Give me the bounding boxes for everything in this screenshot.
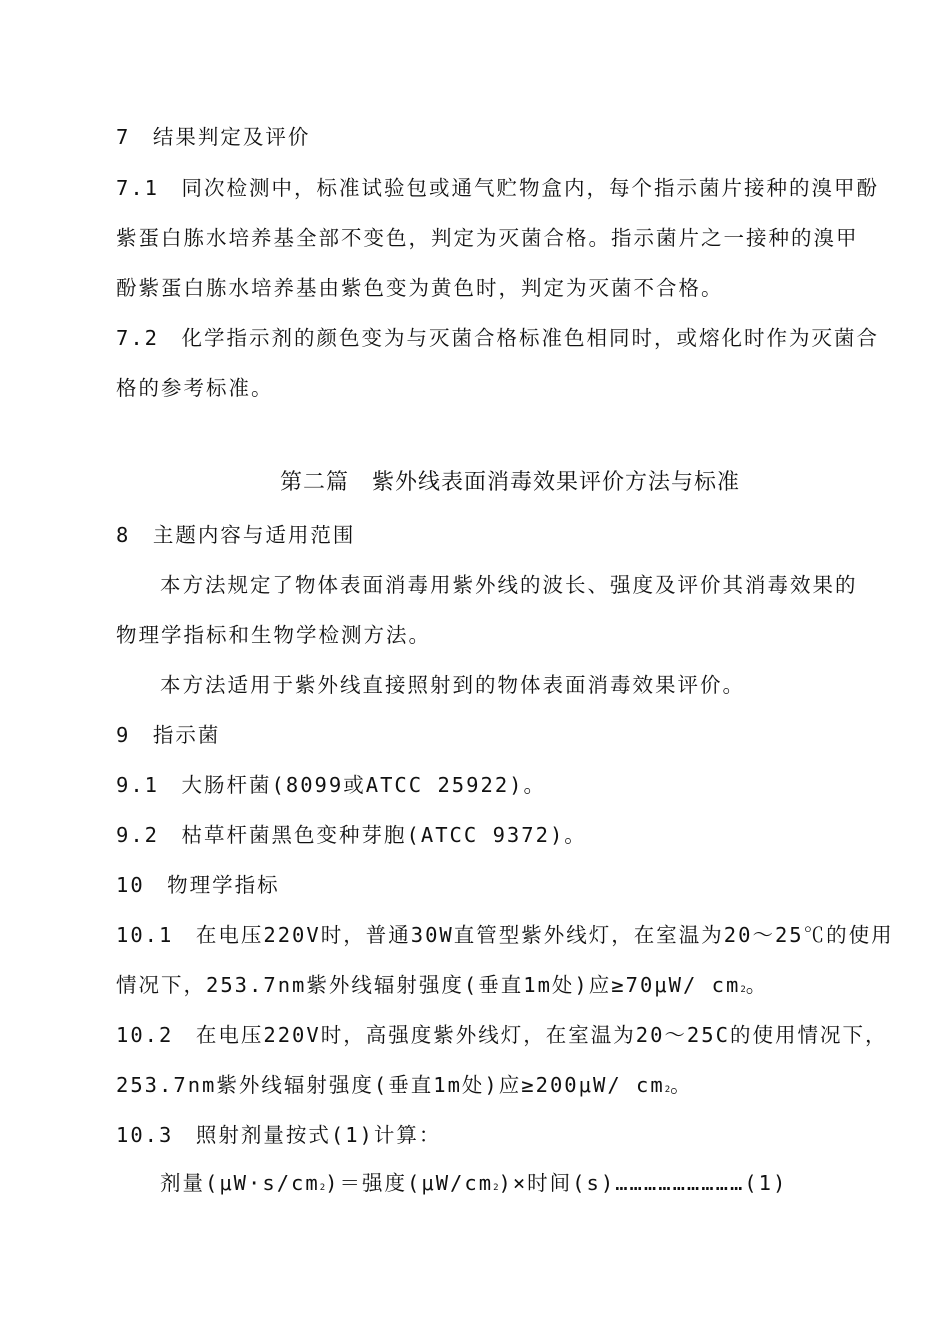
paragraph-7-1-line-2: 紫蛋白胨水培养基全部不变色，判定为灭菌合格。指示菌片之一接种的溴甲 bbox=[116, 226, 859, 250]
section-9-heading: 9 指示菌 bbox=[116, 723, 221, 747]
part-2-title: 第二篇 紫外线表面消毒效果评价方法与标准 bbox=[279, 470, 740, 495]
unit-tail: 。 bbox=[745, 973, 769, 997]
formula-part-3: 2 bbox=[493, 1183, 499, 1193]
item-10-2-line-2 bbox=[116, 1071, 693, 1104]
item-10-2-text: 253.7nm紫外线辐射强度(垂直1m处)应≥200μW/ cm bbox=[116, 1073, 665, 1097]
item-10-1-line-1: 10.1 在电压220V时，普通30W直管型紫外线灯，在室温为20～25℃的使用 bbox=[116, 923, 894, 947]
paragraph-7-2-line-2: 格的参考标准。 bbox=[116, 376, 274, 400]
item-9-2: 9.2 枯草杆菌黑色变种芽胞(ATCC 9372)。 bbox=[116, 823, 587, 847]
paragraph-8-line-1: 本方法规定了物体表面消毒用紫外线的波长、强度及评价其消毒效果的 bbox=[160, 573, 858, 597]
formula-part-2: 2 bbox=[319, 1183, 326, 1193]
section-10-heading: 10 物理学指标 bbox=[116, 873, 280, 897]
paragraph-7-1-line-1: 7.1 同次检测中，标准试验包或通气贮物盒内，每个指示菌片接种的溴甲酚 bbox=[116, 176, 880, 200]
item-10-1-text: 情况下，253.7nm紫外线辐射强度(垂直1m处)应≥70μW/ cm bbox=[116, 973, 741, 997]
item-10-3-line: 10.3 照射剂量按式(1)计算： bbox=[116, 1123, 442, 1147]
paragraph-7-1-line-3: 酚紫蛋白胨水培养基由紫色变为黄色时，判定为灭菌不合格。 bbox=[116, 276, 724, 300]
formula-part-3-rest: )×时间(s)………………………(1) bbox=[498, 1171, 788, 1195]
unit-superscript: 2 bbox=[740, 985, 746, 995]
formula-part-1: 剂量(μW·s/cm bbox=[160, 1171, 320, 1195]
section-7-heading: 7 结果判定及评价 bbox=[116, 125, 311, 149]
formula-part-2-rest: )＝强度(μW/cm bbox=[325, 1171, 494, 1195]
unit-tail: 。 bbox=[670, 1073, 693, 1097]
formula-1 bbox=[160, 1169, 787, 1202]
paragraph-8-line-3: 本方法适用于紫外线直接照射到的物体表面消毒效果评价。 bbox=[160, 673, 745, 697]
paragraph-7-2-line-1: 7.2 化学指示剂的颜色变为与灭菌合格标准色相同时，或熔化时作为灭菌合 bbox=[116, 326, 880, 350]
item-10-2-line-1: 10.2 在电压220V时，高强度紫外线灯，在室温为20～25C的使用情况下， bbox=[116, 1023, 888, 1047]
item-9-1: 9.1 大肠杆菌(8099或ATCC 25922)。 bbox=[116, 773, 546, 797]
unit-superscript: 2 bbox=[664, 1085, 671, 1095]
section-8-heading: 8 主题内容与适用范围 bbox=[116, 523, 356, 547]
item-10-1-line-2 bbox=[116, 971, 768, 1004]
paragraph-8-line-2: 物理学指标和生物学检测方法。 bbox=[116, 623, 431, 647]
